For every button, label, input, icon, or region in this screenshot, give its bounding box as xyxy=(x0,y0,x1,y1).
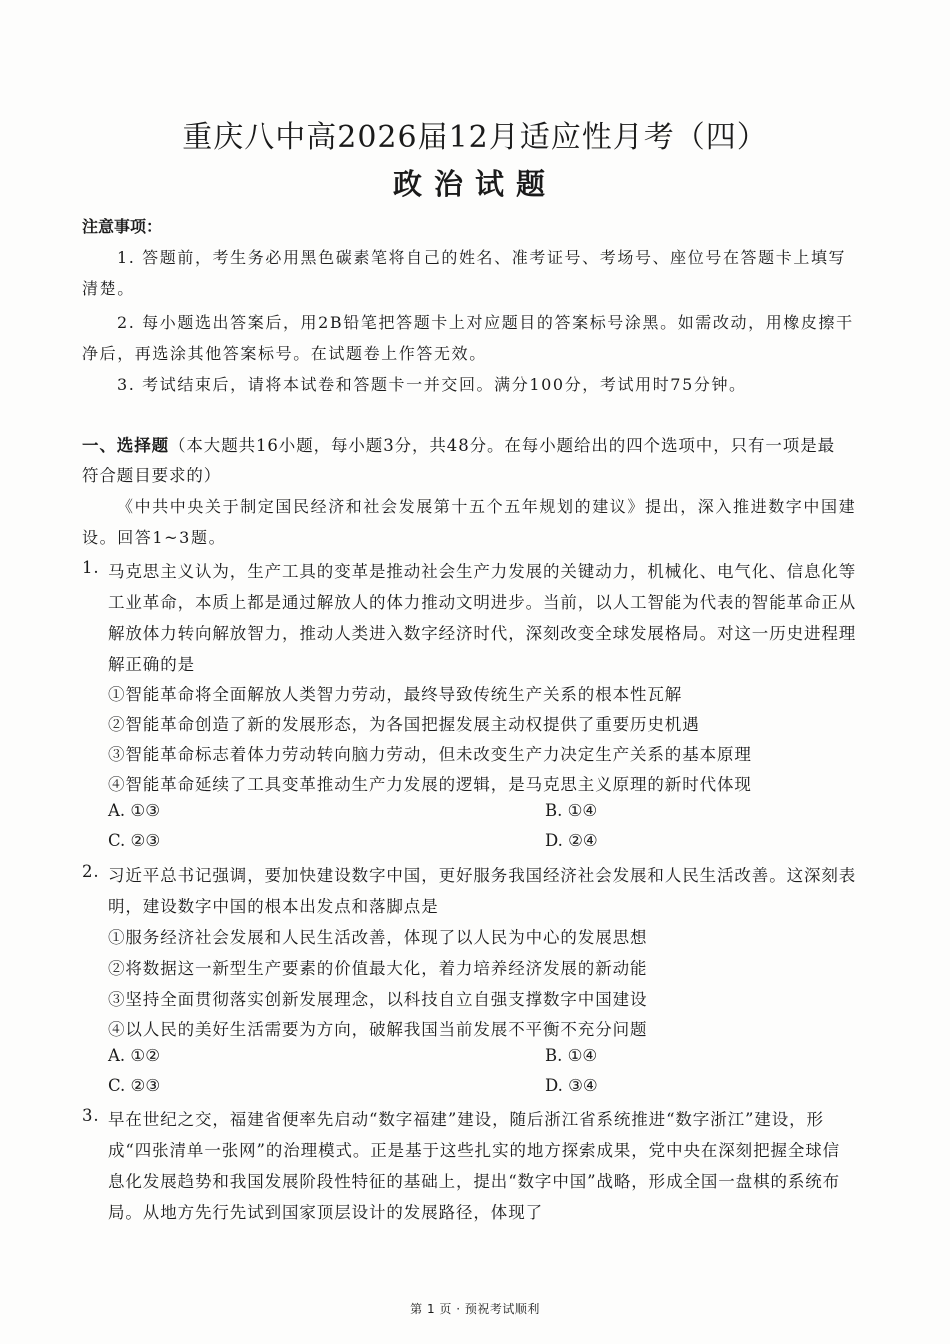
q1-option-d: D. ②④ xyxy=(545,831,598,850)
q2-option-d: D. ③④ xyxy=(545,1076,598,1095)
q1-stem-line: 马克思主义认为，生产工具的变革是推动社会生产力发展的关键动力，机械化、电气化、信息化等 xyxy=(108,562,857,581)
exam-subtitle: 政治试题 xyxy=(392,167,557,201)
q1-statement: ②智能革命创造了新的发展形态，为各国把握发展主动权提供了重要历史机遇 xyxy=(108,715,700,734)
q1-statement: ③智能革命标志着体力劳动转向脑力劳动，但未改变生产力决定生产关系的基本原理 xyxy=(108,745,752,764)
q2-statement: ③坚持全面贯彻落实创新发展理念，以科技自立自强支撑数字中国建设 xyxy=(108,990,648,1009)
section-1-desc-line-1: （本大题共16小题，每小题3分，共48分。在每小题给出的四个选项中，只有一项是最 xyxy=(169,436,835,455)
exam-title: 重庆八中高2026届12月适应性月考（四） xyxy=(182,120,768,155)
notice-heading: 注意事项： xyxy=(82,217,163,236)
notice-item-1-line-2: 清楚。 xyxy=(82,279,135,298)
q1-stem-line: 解正确的是 xyxy=(108,655,195,674)
section-1-header xyxy=(82,432,835,456)
q3-stem-line: 局。从地方先行先试到国家顶层设计的发展路径，体现了 xyxy=(108,1203,543,1222)
q2-option-a: A. ①② xyxy=(108,1046,160,1065)
q2-stem-line: 明，建设数字中国的根本出发点和落脚点是 xyxy=(108,897,439,916)
page-footer: 第 1 页 · 预祝考试顺利 xyxy=(410,1302,540,1316)
q3-stem-line: 早在世纪之交，福建省便率先启动“数字福建”建设，随后浙江省系统推进“数字浙江”建设，形 xyxy=(108,1110,824,1129)
material-line-1: 《中共中央关于制定国民经济和社会发展第十五个五年规划的建议》提出，深入推进数字中国建 xyxy=(117,497,857,516)
q2-option-c: C. ②③ xyxy=(108,1076,161,1095)
q1-stem-line: 解放体力转向解放智力，推动人类进入数字经济时代，深刻改变全球发展格局。对这一历史进程理 xyxy=(108,624,857,643)
q2-number: 2. xyxy=(82,862,100,881)
q2-stem-line: 习近平总书记强调，要加快建设数字中国，更好服务我国经济社会发展和人民生活改善。这深刻表 xyxy=(108,866,857,885)
q1-statement: ④智能革命延续了工具变革推动生产力发展的逻辑，是马克思主义原理的新时代体现 xyxy=(108,775,752,794)
q1-option-c: C. ②③ xyxy=(108,831,161,850)
notice-item-2-line-2: 净后，再选涂其他答案标号。在试题卷上作答无效。 xyxy=(82,344,487,363)
q2-statement: ②将数据这一新型生产要素的价值最大化，着力培养经济发展的新动能 xyxy=(108,959,648,978)
q3-number: 3. xyxy=(82,1106,100,1125)
q1-statement: ①智能革命将全面解放人类智力劳动，最终导致传统生产关系的根本性瓦解 xyxy=(108,685,683,704)
q1-option-b: B. ①④ xyxy=(545,801,598,820)
q1-number: 1. xyxy=(82,558,100,577)
q2-statement: ④以人民的美好生活需要为方向，破解我国当前发展不平衡不充分问题 xyxy=(108,1020,648,1039)
section-1-label: 一、选择题 xyxy=(82,436,169,455)
q3-stem-line: 成“四张清单一张网”的治理模式。正是基于这些扎实的地方探索成果，党中央在深刻把握全球信 xyxy=(108,1141,841,1160)
notice-item-1-line-1: 1. 答题前，考生务必用黑色碳素笔将自己的姓名、准考证号、考场号、座位号在答题卡上填写 xyxy=(117,248,847,267)
q2-statement: ①服务经济社会发展和人民生活改善，体现了以人民为中心的发展思想 xyxy=(108,928,648,947)
q1-stem-line: 工业革命，本质上都是通过解放人的体力推动文明进步。当前，以人工智能为代表的智能革命正从 xyxy=(108,593,857,612)
material-line-2: 设。回答1~3题。 xyxy=(82,528,227,547)
section-1-desc-line-2: 符合题目要求的） xyxy=(82,466,222,485)
q2-option-b: B. ①④ xyxy=(545,1046,598,1065)
q3-stem-line: 息化发展趋势和我国发展阶段性特征的基础上，提出“数字中国”战略，形成全国一盘棋的系统布 xyxy=(108,1172,841,1191)
notice-item-3: 3. 考试结束后，请将本试卷和答题卡一并交回。满分100分，考试用时75分钟。 xyxy=(117,375,747,394)
notice-item-2-line-1: 2. 每小题选出答案后，用2B铅笔把答题卡上对应题目的答案标号涂黑。如需改动，用橡皮擦干 xyxy=(117,313,854,332)
q1-option-a: A. ①③ xyxy=(108,801,160,820)
